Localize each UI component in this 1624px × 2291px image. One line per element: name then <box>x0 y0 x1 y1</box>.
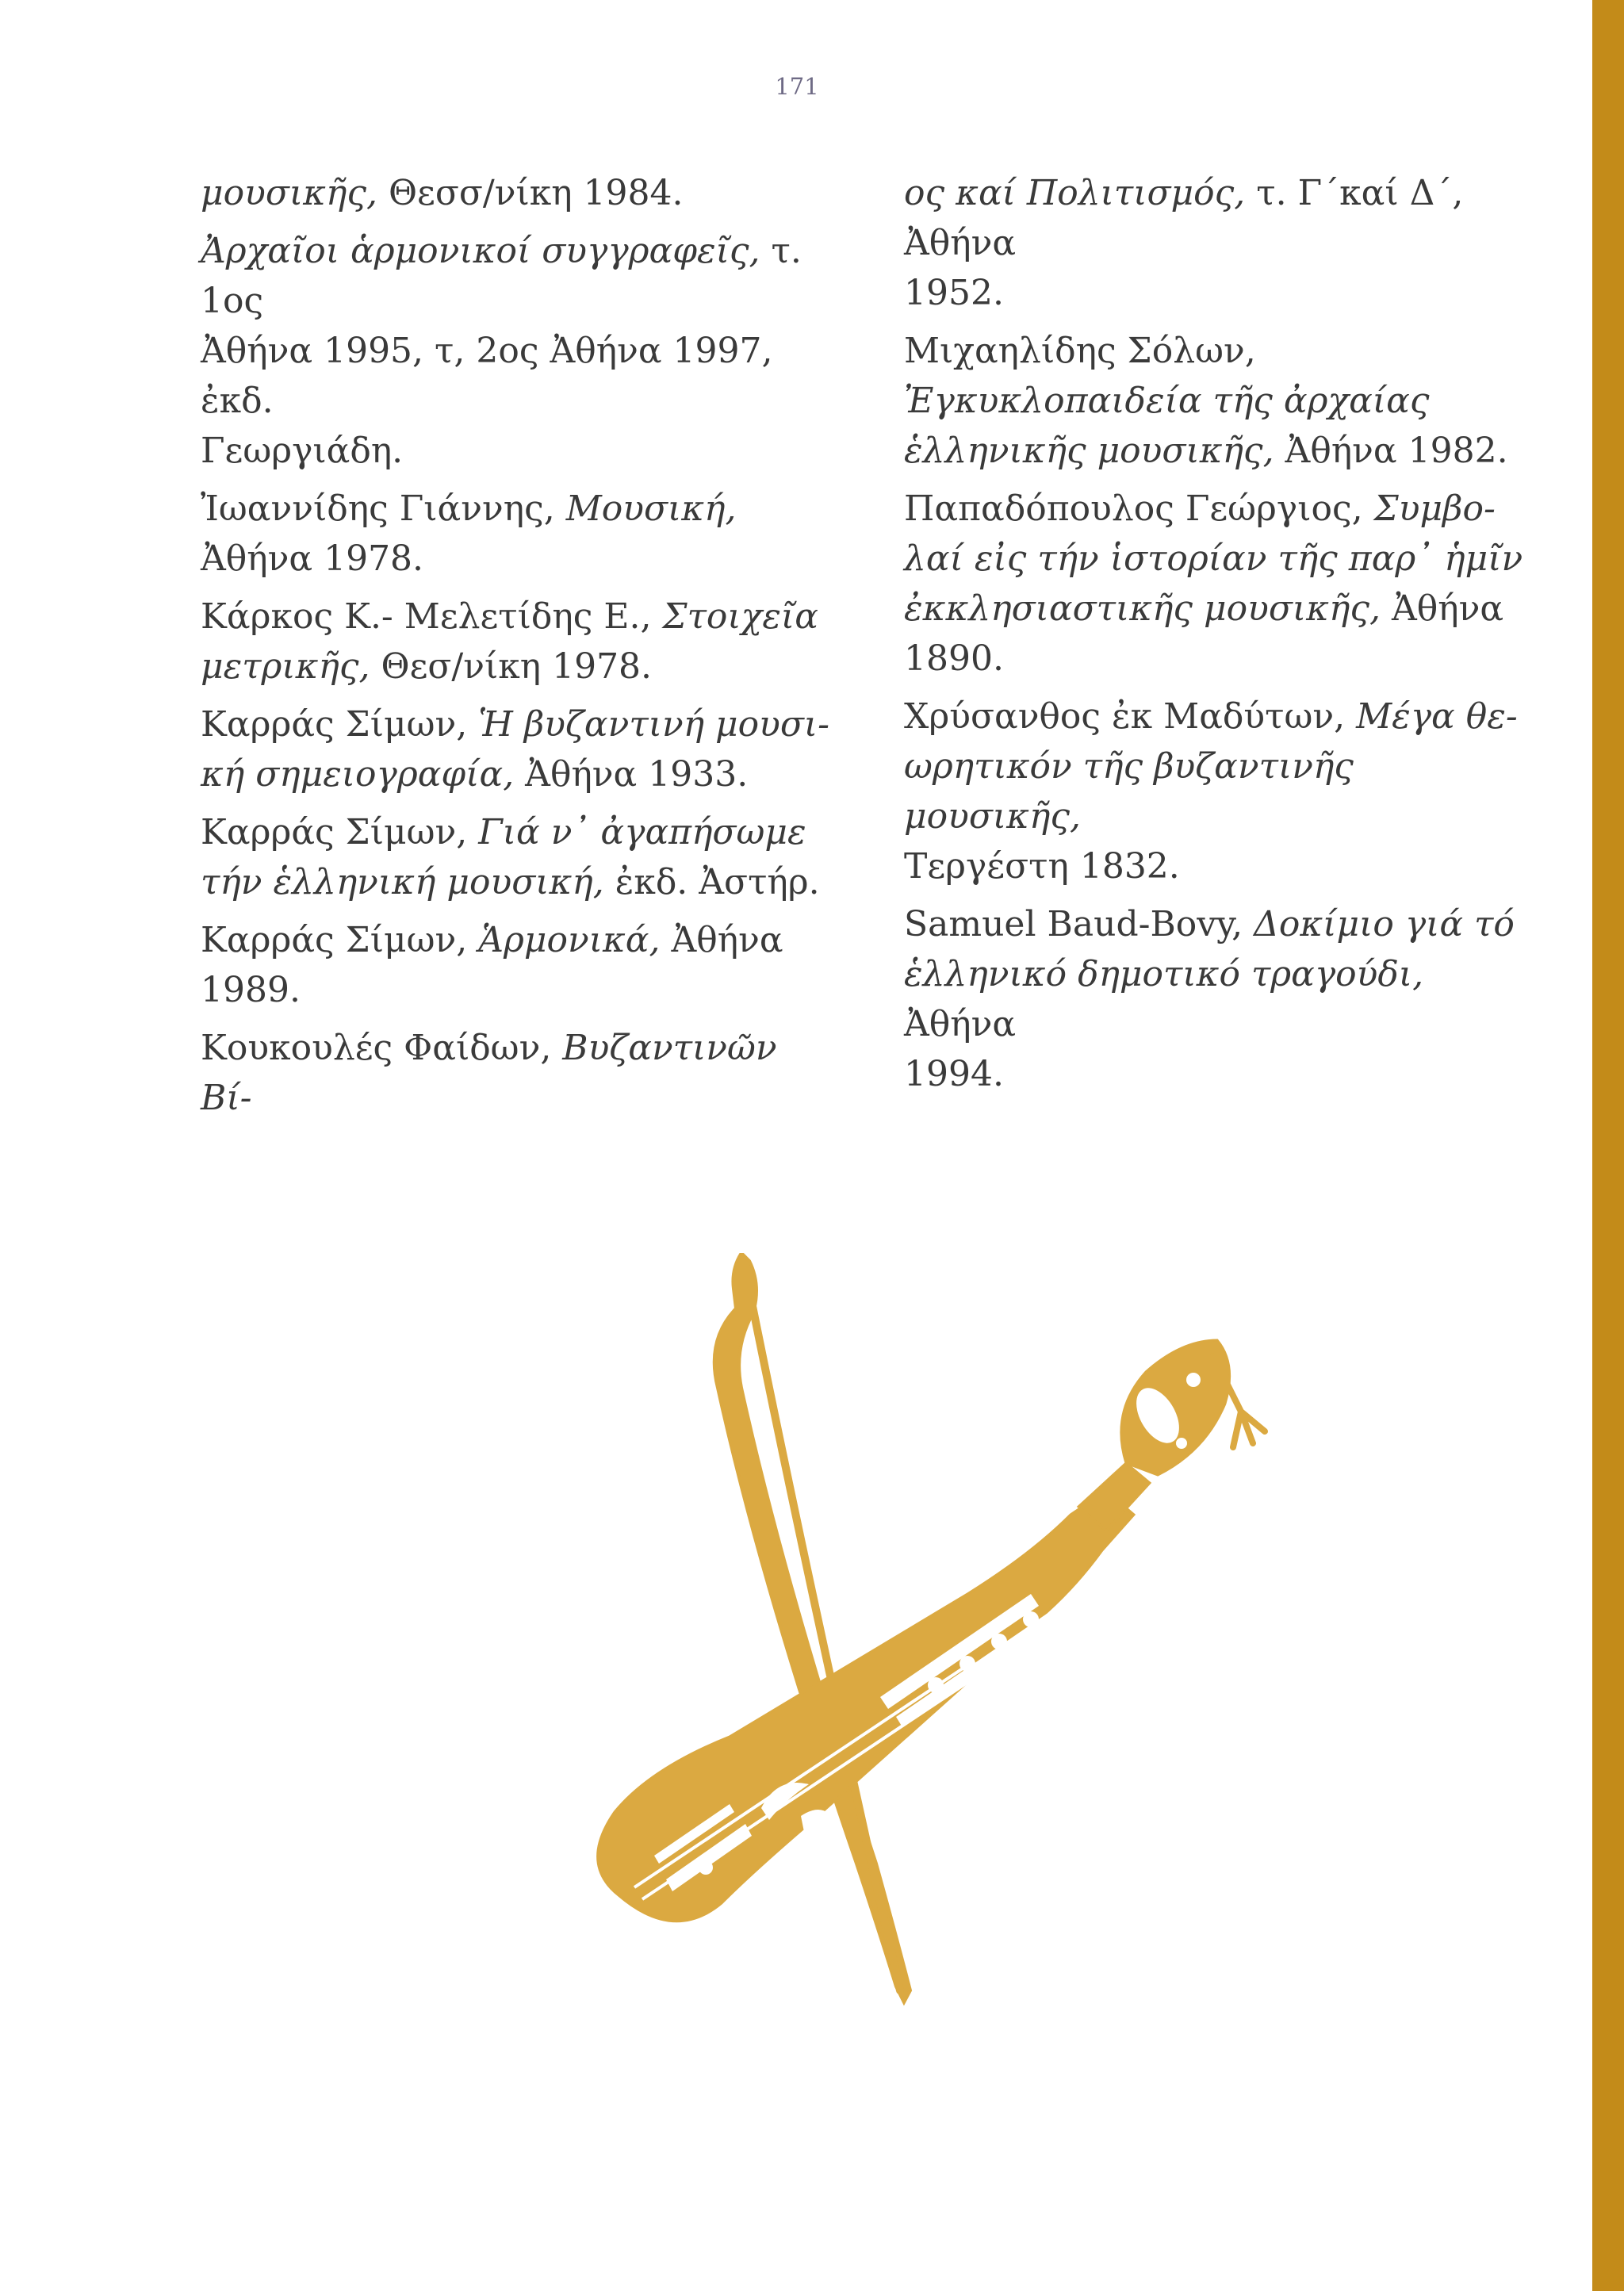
bibliography-entry <box>201 915 835 1015</box>
entry-title-text: Γιά ν᾽ ἀγαπήσωμε <box>478 812 806 852</box>
bibliography-entry <box>201 592 835 692</box>
bibliography-entry <box>904 899 1538 1099</box>
entry-title-text: ος καί Πολιτισμός, <box>904 173 1246 213</box>
entry-text: τ. 1ος <box>201 231 802 321</box>
entry-title-text: ἐκκλησιαστικῆς μουσικῆς, <box>904 588 1381 629</box>
entry-text: Θεσσ/νίκη 1984. <box>377 173 684 213</box>
bibliography-entry <box>904 484 1538 684</box>
entry-title-text: Ἡ βυζαντινή μουσι- <box>478 704 830 745</box>
entry-text: Χρύσανθος ἐκ Μαδύτων, <box>904 696 1357 737</box>
entry-title-text: Συμβο- <box>1373 488 1496 529</box>
entry-title-text: Μουσική, <box>565 488 737 529</box>
page-number: 171 <box>775 73 819 100</box>
entry-text: Μιχαηλίδης Σόλων, <box>904 331 1256 371</box>
bibliography-entry <box>904 168 1538 318</box>
entry-title-text: τήν ἑλληνική μουσική, <box>201 862 604 902</box>
entry-title-text: ωρητικόν τῆς βυζαντινῆς μουσικῆς, <box>904 746 1354 837</box>
entry-text: 1994. <box>904 1054 1004 1094</box>
entry-title-text: Στοιχεῖα <box>662 596 818 637</box>
entry-title-text: Ἁρμονικά, <box>478 920 661 960</box>
entry-title-text: μουσικῆς, <box>201 173 377 213</box>
side-band <box>1592 0 1624 2291</box>
entry-text: Καρράς Σίμων, <box>201 812 479 852</box>
bibliography-entry <box>201 484 835 584</box>
entry-text: Κάρκος Κ.- Μελετίδης Ε., <box>201 596 663 637</box>
entry-text: Ἀθήνα <box>904 1004 1017 1044</box>
entry-text: ἐκδ. Ἀστήρ. <box>603 862 820 902</box>
entry-title-text: λαί εἰς τήν ἱστορίαν τῆς παρ᾽ ἡμῖν <box>904 538 1523 579</box>
entry-title-text: Μέγα θε- <box>1356 696 1518 737</box>
entry-text: 1890. <box>904 638 1004 679</box>
entry-text: Παπαδόπουλος Γεώργιος, <box>904 488 1374 529</box>
bibliography-entry <box>201 226 835 476</box>
entry-text: 1989. <box>201 970 301 1010</box>
entry-title-text: ἑλληνικό δημοτικό τραγούδι, <box>904 954 1424 994</box>
entry-text: Καρράς Σίμων, <box>201 704 479 745</box>
bibliography-column-left <box>201 168 835 1131</box>
entry-text: Ἀθήνα 1995, τ, 2ος Ἀθήνα 1997, ἐκδ. <box>201 331 773 421</box>
bibliography-entry <box>201 1023 835 1123</box>
entry-text: Ἀθήνα 1933. <box>514 754 749 795</box>
entry-text: Τεργέστη 1832. <box>904 846 1180 887</box>
bibliography-entry <box>201 168 835 218</box>
entry-title-text: Ἐγκυκλοπαιδεία τῆς ἀρχαίας <box>904 381 1430 421</box>
bibliography-entry <box>201 699 835 799</box>
entry-text: Καρράς Σίμων, <box>201 920 479 960</box>
entry-text: Samuel Baud-Bovy, <box>904 904 1254 944</box>
entry-text: Ἀθήνα 1978. <box>201 538 424 579</box>
entry-text: Ἀθήνα <box>660 920 783 960</box>
entry-title-text: ἑλληνικῆς μουσικῆς, <box>904 431 1274 471</box>
entry-title-text: Ἀρχαῖοι ἁρμονικοί συγγραφεῖς, <box>201 231 760 271</box>
entry-text: Γεωργιάδη. <box>201 431 404 471</box>
bibliography-entry <box>201 807 835 907</box>
entry-text: 1952. <box>904 273 1004 313</box>
bibliography-entry <box>904 326 1538 476</box>
entry-text: Θεσ/νίκη 1978. <box>370 646 653 687</box>
bibliography-entry <box>904 692 1538 891</box>
entry-text: τ. Γ΄καί Δ΄, Ἀθήνα <box>904 173 1464 263</box>
lyra-and-bow-icon <box>523 1253 1285 2030</box>
entry-title-text: Βυζαντινῶν Βί- <box>201 1028 777 1118</box>
entry-text: Ἀθήνα <box>1381 588 1504 629</box>
entry-text: Κουκουλές Φαίδων, <box>201 1028 563 1068</box>
bibliography-column-right <box>904 168 1538 1107</box>
entry-text: Ἰωαννίδης Γιάννης, <box>201 488 566 529</box>
entry-title-text: Δοκίμιο γιά τό <box>1254 904 1515 944</box>
entry-title-text: μετρικῆς, <box>201 646 370 687</box>
entry-title-text: κή σημειογραφία, <box>201 754 515 795</box>
entry-text: Ἀθήνα 1982. <box>1274 431 1508 471</box>
